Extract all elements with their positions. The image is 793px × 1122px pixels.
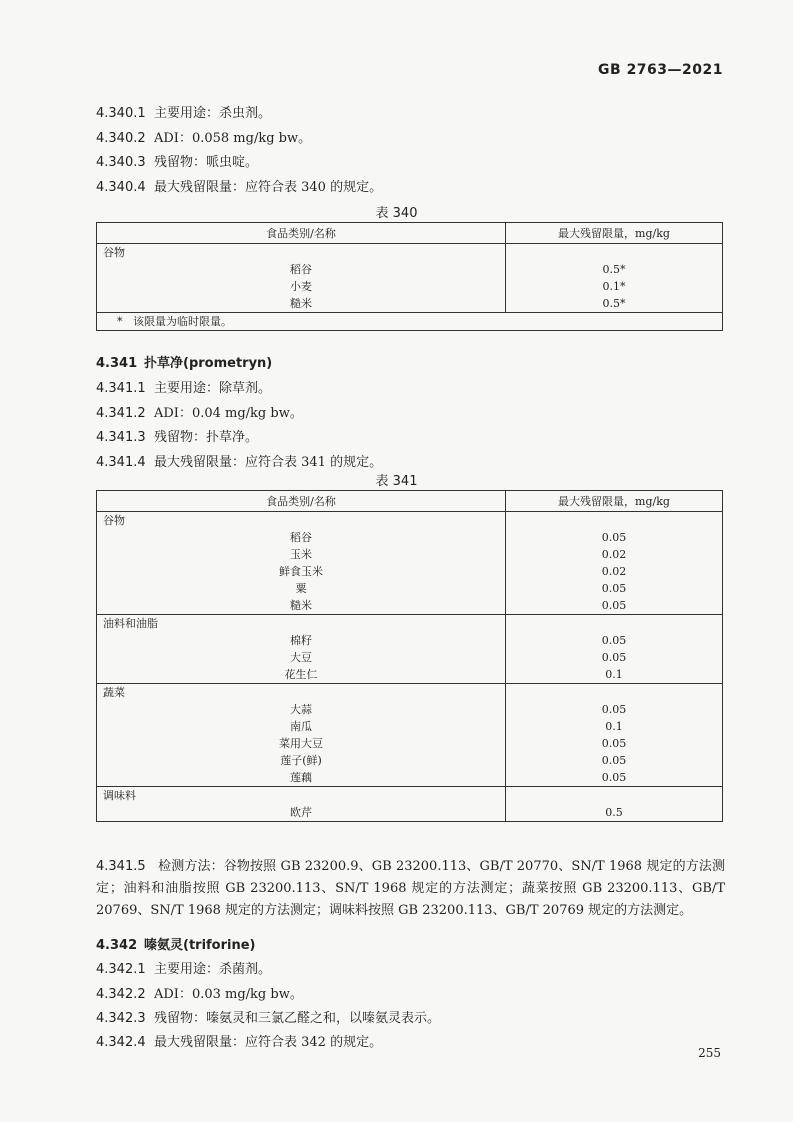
limit-value: 0.05 (506, 769, 723, 787)
clause-number: 4.340.4 (96, 180, 146, 195)
limit-value: 0.5* (602, 297, 626, 310)
clause-4-342-3 (96, 1007, 440, 1026)
table-340-caption: 表 340 (375, 206, 418, 221)
group-name: 油料和油脂 (97, 615, 506, 633)
food-name: 大蒜 (97, 701, 506, 718)
food-name: 棉籽 (97, 632, 506, 649)
limit-value: 0.5 (605, 806, 623, 819)
group-name: 谷物 (97, 512, 506, 530)
limit-value: 0.05 (601, 582, 627, 595)
clause-number: 4.340.3 (96, 155, 146, 170)
table-341 (96, 490, 723, 822)
table-note (97, 313, 723, 331)
food-name: 大豆 (97, 649, 506, 666)
clause-number: 4.341.1 (96, 381, 146, 396)
table-row (97, 735, 723, 752)
section-number: 4.341 (96, 356, 138, 371)
group-row (97, 684, 723, 702)
note-text: 该限量为临时限量。 (133, 315, 232, 328)
clause-4-340-2 (96, 127, 311, 146)
column-header-food: 食品类别/名称 (97, 223, 506, 244)
limit-value: 0.1 (506, 666, 723, 684)
food-name: 玉米 (97, 546, 506, 563)
food-name: 糙米 (97, 295, 506, 313)
food-name: 欧芹 (97, 804, 506, 822)
clause-number: 4.342.3 (96, 1011, 146, 1026)
clause-number: 4.341.3 (96, 430, 146, 445)
clause-4-340-3 (96, 151, 258, 170)
clause-number: 4.341.4 (96, 455, 146, 470)
food-name: 稻谷 (97, 261, 506, 278)
section-title: 扑草净(prometryn) (144, 356, 273, 371)
table-row (97, 649, 723, 666)
section-title: 嗪氨灵(triforine) (144, 938, 256, 953)
limit-value: 0.1* (602, 280, 626, 293)
table-340 (96, 222, 723, 331)
limit-value: 0.02 (601, 548, 627, 561)
clause-text: 主要用途：杀菌剂。 (154, 962, 272, 977)
section-4-342-title (96, 934, 256, 953)
food-name: 莲藕 (97, 769, 506, 787)
clause-4-341-4 (96, 451, 382, 470)
table-row (97, 666, 723, 684)
table-note-row (97, 313, 723, 331)
food-name: 南瓜 (97, 718, 506, 735)
clause-4-341-5 (96, 856, 725, 922)
group-name: 蔬菜 (97, 684, 506, 702)
note-mark: * (117, 315, 123, 328)
page-number: 255 (698, 1046, 721, 1060)
clause-text: ADI：0.03 mg/kg bw。 (154, 987, 303, 1002)
table-row (97, 580, 723, 597)
clause-number: 4.342.1 (96, 962, 146, 977)
clause-text: 残留物：扑草净。 (154, 430, 259, 445)
table-row (97, 295, 723, 313)
table-row (97, 261, 723, 278)
table-row (97, 632, 723, 649)
table-row (97, 278, 723, 295)
column-header-limit: 最大残留限量，mg/kg (506, 223, 723, 244)
table-row (97, 597, 723, 615)
table-341-caption: 表 341 (375, 474, 418, 489)
limit-value: 0.1 (605, 720, 623, 733)
clause-text: 残留物：嗪氨灵和三氯乙醛之和，以嗪氨灵表示。 (154, 1011, 441, 1026)
limit-value: 0.05 (601, 531, 627, 544)
table-row (97, 804, 723, 822)
limit-value: 0.05 (601, 737, 627, 750)
section-number: 4.342 (96, 938, 138, 953)
table-row (97, 701, 723, 718)
clause-number: 4.340.1 (96, 106, 146, 121)
clause-text: 最大残留限量：应符合表 341 的规定。 (154, 455, 383, 470)
food-name: 花生仁 (97, 666, 506, 684)
table-row (97, 718, 723, 735)
clause-4-341-1 (96, 377, 271, 396)
group-name: 调味料 (97, 787, 506, 805)
group-name: 谷物 (97, 244, 506, 262)
clause-number: 4.341.5 (96, 859, 146, 874)
clause-number: 4.340.2 (96, 131, 146, 146)
group-row (97, 512, 723, 530)
limit-value: 0.5* (602, 263, 626, 276)
clause-4-342-1 (96, 958, 271, 977)
food-name: 糙米 (97, 597, 506, 615)
table-row (97, 529, 723, 546)
clause-text: 最大残留限量：应符合表 340 的规定。 (154, 180, 383, 195)
table-row (97, 546, 723, 563)
group-row (97, 244, 723, 262)
clause-text: 主要用途：除草剂。 (154, 381, 272, 396)
clause-4-342-4 (96, 1031, 382, 1050)
clause-text: 主要用途：杀虫剂。 (154, 106, 272, 121)
clause-text: 检测方法：谷物按照 GB 23200.9、GB 23200.113、GB/T 20770、SN/T 1968 规定的方法测定；油料和油脂按照 GB 23200.113、SN/T 1968 规定的方法测定；蔬菜按照 GB 23200.113、GB/T 20769、SN/T 1968 规定的方法测定；调味料按照 GB 23200.113、GB/T 20769 规定的方法测定。 (96, 859, 725, 918)
food-name: 稻谷 (97, 529, 506, 546)
clause-4-342-2 (96, 983, 303, 1002)
table-row (97, 563, 723, 580)
food-name: 莲子(鲜) (97, 752, 506, 769)
section-4-341-title (96, 352, 272, 371)
clause-4-340-1 (96, 102, 271, 121)
group-row (97, 615, 723, 633)
column-header-limit: 最大残留限量，mg/kg (506, 491, 723, 512)
clause-text: ADI：0.04 mg/kg bw。 (154, 406, 303, 421)
limit-value: 0.02 (601, 565, 627, 578)
column-header-food: 食品类别/名称 (97, 491, 506, 512)
group-row (97, 787, 723, 805)
clause-number: 4.342.2 (96, 987, 146, 1002)
food-name: 鲜食玉米 (97, 563, 506, 580)
clause-text: ADI：0.058 mg/kg bw。 (154, 131, 312, 146)
food-name: 小麦 (97, 278, 506, 295)
limit-value: 0.05 (601, 703, 627, 716)
table-row (97, 769, 723, 787)
limit-value: 0.05 (601, 754, 627, 767)
clause-number: 4.342.4 (96, 1035, 146, 1050)
clause-number: 4.341.2 (96, 406, 146, 421)
table-row (97, 752, 723, 769)
clause-text: 残留物：哌虫啶。 (154, 155, 259, 170)
clause-text: 最大残留限量：应符合表 342 的规定。 (154, 1035, 383, 1050)
food-name: 粟 (97, 580, 506, 597)
clause-4-340-4 (96, 176, 382, 195)
limit-value: 0.05 (506, 597, 723, 615)
standard-code: GB 2763—2021 (598, 62, 723, 78)
limit-value: 0.05 (601, 634, 627, 647)
limit-value: 0.05 (601, 651, 627, 664)
clause-4-341-3 (96, 426, 258, 445)
clause-4-341-2 (96, 402, 303, 421)
food-name: 菜用大豆 (97, 735, 506, 752)
